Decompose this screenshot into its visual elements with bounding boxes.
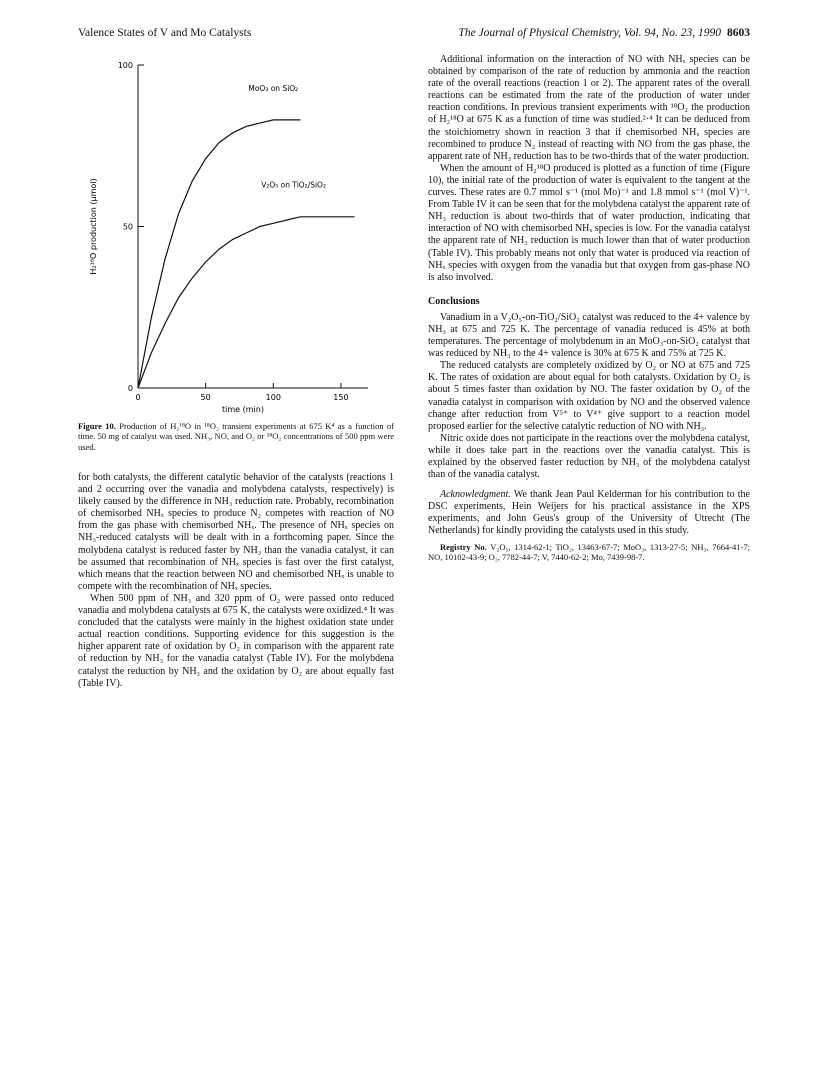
running-header-title: Valence States of V and Mo Catalysts	[78, 27, 252, 39]
page-number: 8603	[727, 27, 750, 39]
paragraph: Vanadium in a V₂O₅-on-TiO₂/SiO₂ catalyst was reduced to the 4+ valence by NH₃ at 675 and 725 K. The percentage of vanadia reduced is 45% at both temperatures. The percentage of molybdenum in an MoO₃-on-SiO₂ catalyst that was reduced by NH₃ to the 4+ valence is 30% at 675 K and 75% at 725 K.	[428, 311, 750, 360]
paragraph: When 500 ppm of NH₃ and 320 ppm of O₂ were passed onto reduced vanadia and molybdena catalysts at 675 K, the catalysts were oxidized.⁴ It was concluded that the catalysts were mainly in the highest oxidation state under actual reaction conditions. Supporting evidence for this suggestion is the higher apparent rate of oxidation by O₂ in comparison with the apparent rate of reduction by NH₃ for the vanadia catalyst (Table IV). For the molybdena catalyst the reduction by NH₃ and the oxidation by O₂ are about equally fast (Table IV).	[78, 592, 394, 689]
running-header-journal	[408, 27, 750, 39]
series-label: V₂O₅ on TiO₂/SiO₂	[261, 180, 326, 190]
x-axis-label: time (min)	[222, 405, 264, 414]
x-tick-label: 100	[265, 393, 281, 402]
chart-svg	[78, 50, 398, 418]
caption-label: Figure 10.	[78, 421, 116, 431]
acknowledgment	[428, 489, 750, 537]
registry-label: Registry No.	[440, 541, 487, 552]
y-tick-label: 0	[127, 384, 133, 393]
paragraph: When the amount of H₂¹⁸O produced is plotted as a function of time (Figure 10), the initial rate of the production of water is equivalent to the tangent at the curves. These rates are 0.7 mmol s⁻¹ (mol Mo)⁻¹ and 1.8 mmol s⁻¹ (mol V)⁻¹. From Table IV it can be seen that for the molybdena catalyst the apparent rate of NH₃ reduction is about two-thirds that of water production, indicating that interaction of NO with chemisorbed NHₓ species is low. For the vanadia catalyst the apparent rate of NH₃ reduction is much lower than that of water production (Table IV). This probably means not only that water is produced via reaction of NHₓ species with oxygen from the vanadia but that oxygen from gas-phase NO is also involved.	[428, 162, 750, 283]
right-column	[428, 54, 750, 562]
journal-citation: The Journal of Physical Chemistry, Vol. 94, No. 23, 1990	[458, 27, 721, 39]
left-column	[78, 472, 394, 690]
series-label: MoO₃ on SiO₂	[248, 83, 299, 93]
registry-text: V₂O₅, 1314-62-1; TiO₂, 13463-67-7; MoO₃, 1313-27-5; NH₃, 7664-41-7; NO, 10102-43-9; O₂, 7782-44-7; V, 7440-62-2; Mo, 7439-98-7.	[428, 541, 750, 562]
paragraph: The reduced catalysts are completely oxidized by O₂ or NO at 675 and 725 K. The rates of oxidation are about equal for both catalysts. Oxidation by O₂ is about 5 times faster than oxidation by NO. The faster oxidation by O₂ of the vanadia catalyst in comparison with oxidation by NO and the observed valence change after reduction from V⁵⁺ to V⁴⁺ give support to a reaction model proposed earlier for the selective catalytic reduction of NO with NH₃.	[428, 360, 750, 432]
paragraph: for both catalysts, the different catalytic behavior of the catalysts (reactions 1 and 2 occurring over the vanadia and molybdena catalysts, respectively) is likely caused by the difference in NH₃ reduction rate. Probably, recombination of chemisorbed NHₓ species to produce N₂ competes with reaction of NO from the gas phase with chemisorbed NHₓ. The presence of NHₓ species on NH₃-reduced catalysts will be dealt with in a forthcoming paper. Since the molybdena catalyst is reduced faster by NH₃ than the vanadia catalyst, it can be assumed that recombination of NHₓ species is fast over the first catalyst, which means that the reaction between NO and chemisorbed NHₓ is unable to compete with the recombination of NHₓ species.	[78, 472, 394, 592]
acknowledgment-text: We thank Jean Paul Kelderman for his contribution to the DSC experiments, Hein Weijers for his practical assistance in the XPS experiments, and John Geus's group of the University of Utrecht (The Netherlands) for kindly providing the catalysts used in this study.	[428, 489, 750, 537]
acknowledgment-label: Acknowledgment.	[440, 489, 511, 501]
figure-10-chart	[78, 50, 398, 418]
x-tick-label: 150	[333, 393, 349, 402]
x-tick-label: 50	[200, 393, 211, 402]
conclusions-heading: Conclusions	[428, 295, 480, 307]
chart-axes	[118, 61, 368, 402]
y-tick-label: 50	[122, 222, 133, 232]
chart-series	[138, 120, 355, 388]
chart-labels	[89, 84, 326, 414]
caption-text: Production of H₂¹⁸O in ¹⁸O₂ transient experiments at 675 K⁴ as a function of time. 50 mg of catalyst was used. NH₃, NO, and O₂ or ¹⁸O₂ concentrations of 500 ppm were used.	[78, 421, 394, 452]
registry-numbers	[428, 542, 750, 563]
y-axis-label: H₂¹⁸O production (µmol)	[89, 178, 98, 275]
y-tick-label: 100	[117, 61, 133, 70]
paragraph: Nitric oxide does not participate in the reactions over the molybdena catalyst, while it does take part in the reactions over the vanadia catalyst. This is explained by the observed faster reduction by NH₃ of the molybdena catalyst than of the vanadia catalyst.	[428, 432, 750, 481]
series-line	[138, 120, 300, 388]
paragraph: Additional information on the interaction of NO with NHₓ species can be obtained by comparison of the rate of reduction by ammonia and the reaction rate of the overall reactions (reaction 1 or 2). The apparent rates of the overall reactions can be estimated from the rate of the production of water under reaction conditions. In previous transient experiments with ¹⁸O₂ the production of H₂¹⁸O at 675 K as a function of time was studied.²·⁴ It can be deduced from the stoichiometry shown in reaction 3 that if chemisorbed NHₓ species are recombined to produce N₂ instead of reacting with NO from the gas phase, the apparent rate of NH₃ reduction has to be two-thirds that of the water production.	[428, 54, 750, 162]
figure-caption	[78, 421, 394, 452]
x-tick-label: 0	[135, 393, 141, 402]
